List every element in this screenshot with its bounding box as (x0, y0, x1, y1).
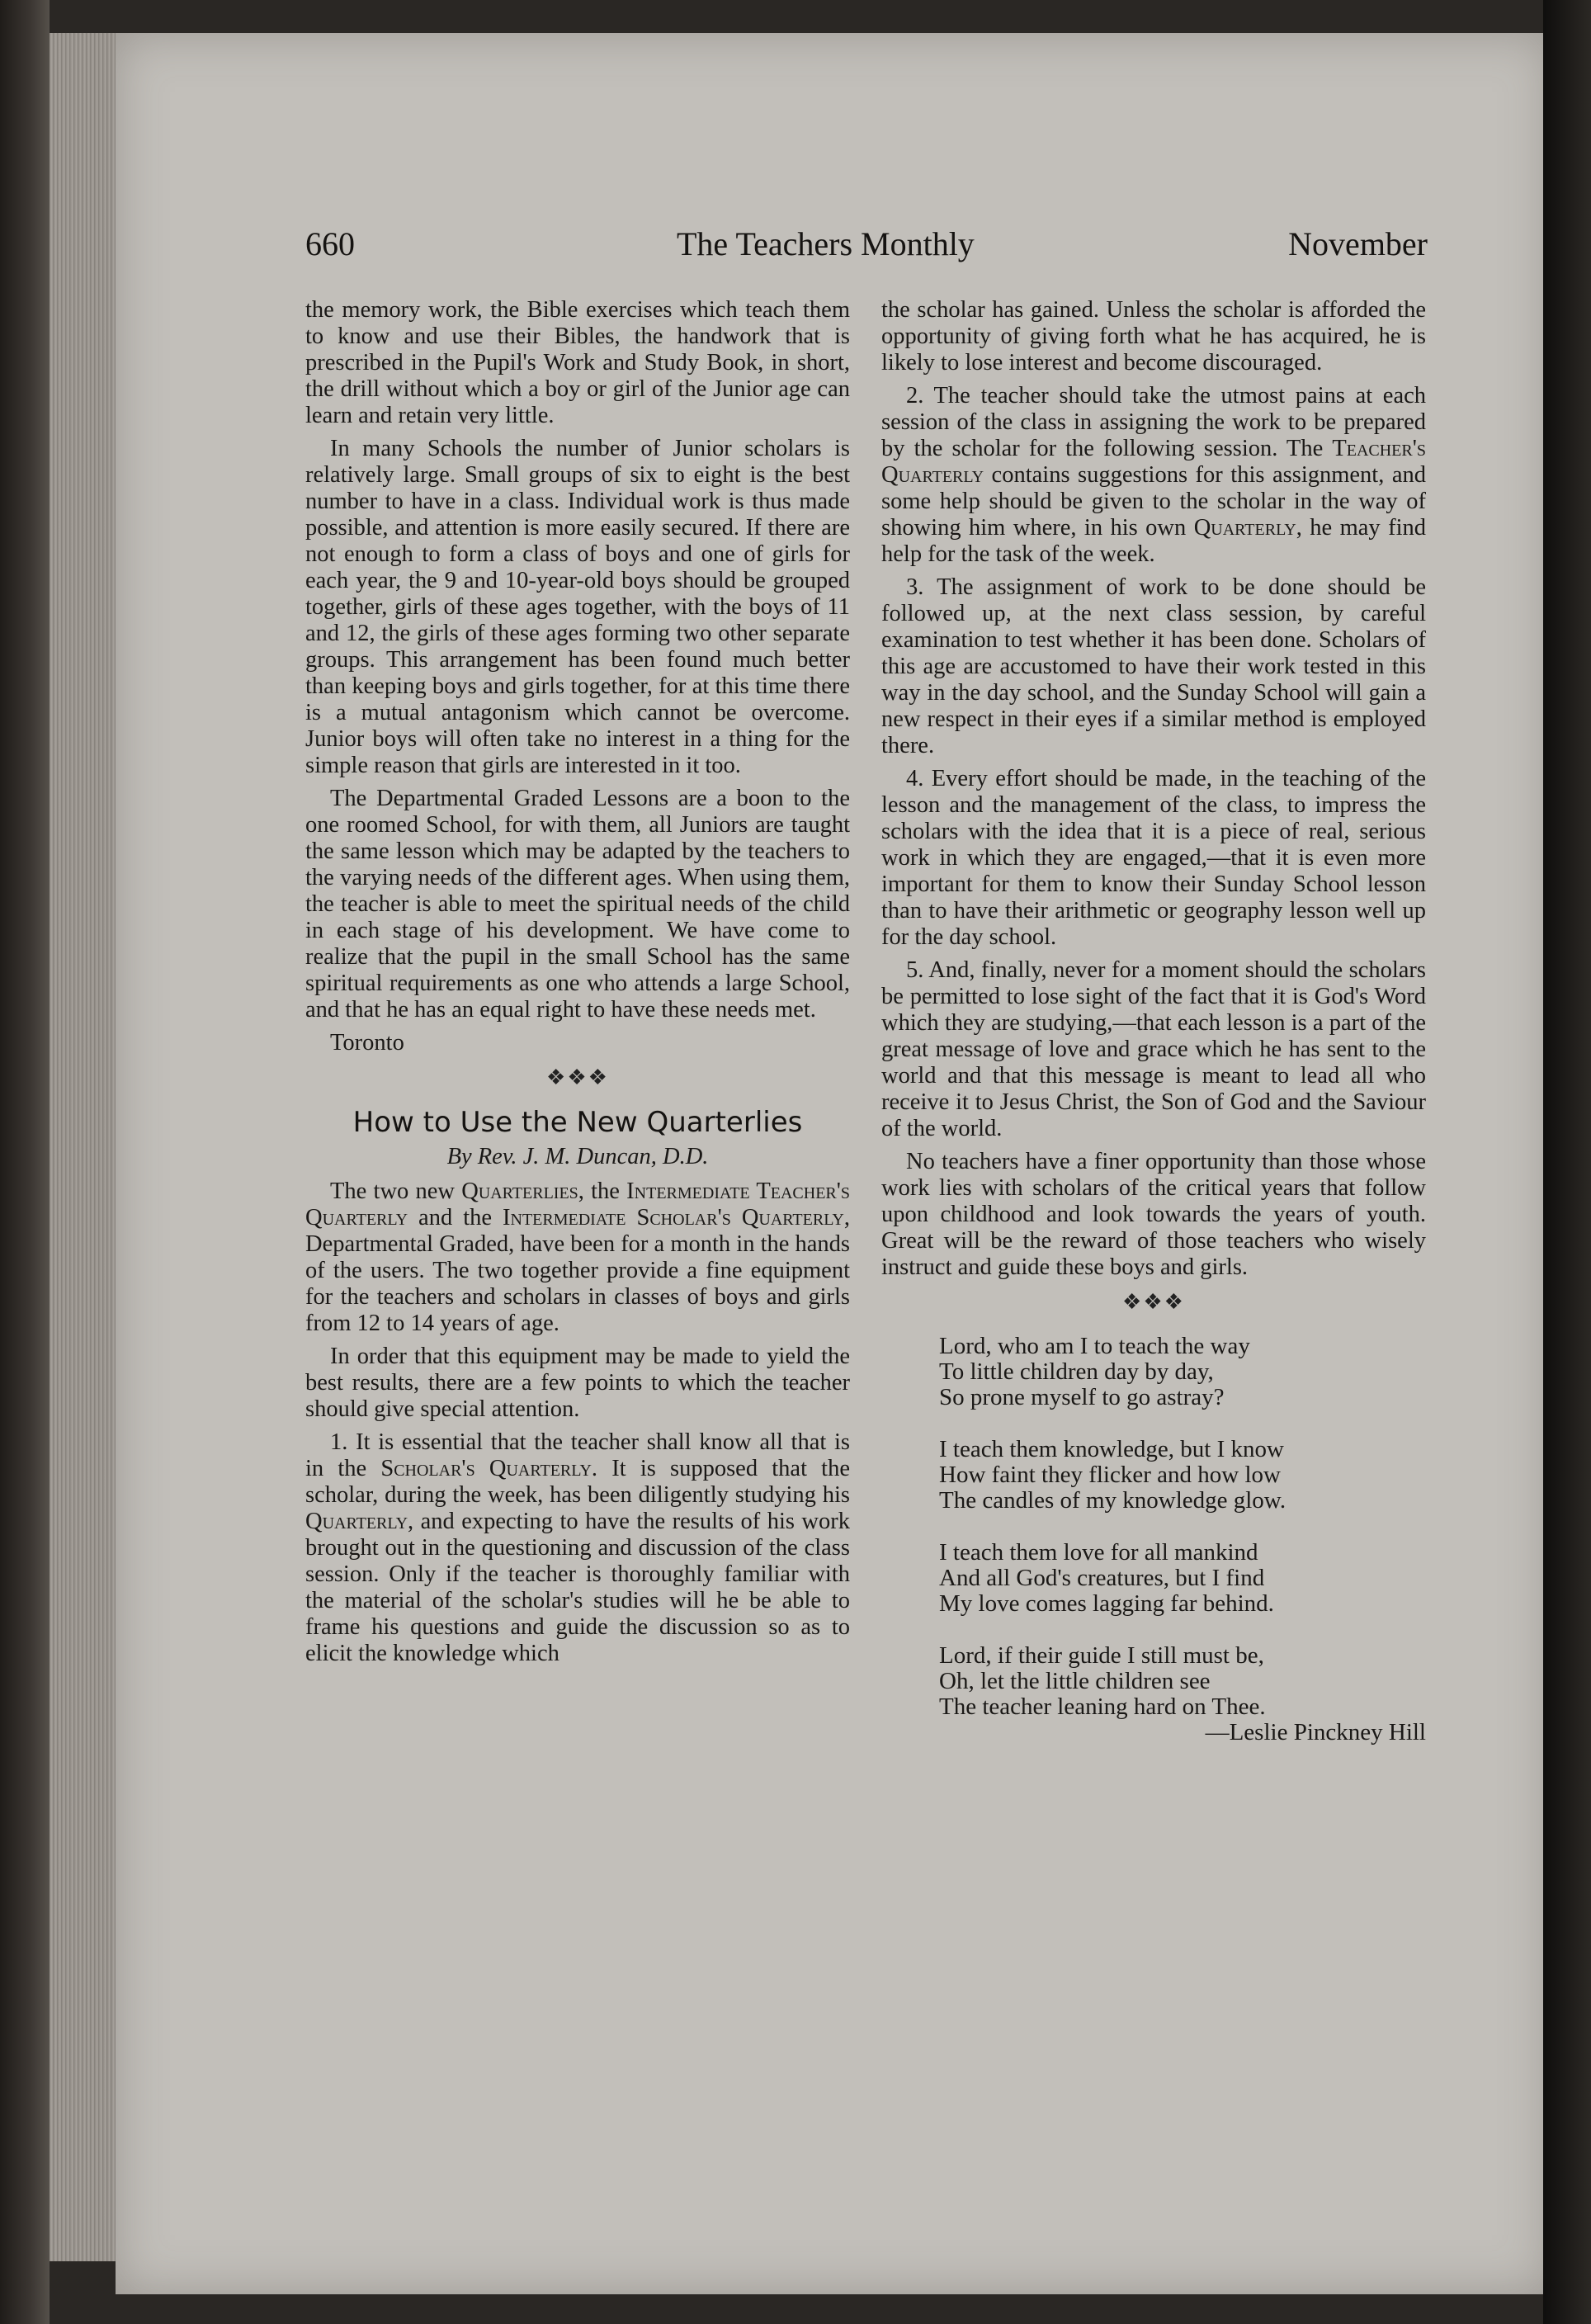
place-signoff: Toronto (330, 1030, 404, 1056)
page-number: 660 (305, 225, 355, 262)
issue-month: November (1288, 225, 1428, 262)
paragraph: 3. The assignment of work to be done should be followed up, at the next class session, by careful examination to test whether it has been done. Scholars of this age are accustomed to have their work tested in this way in the day school, and the Sunday School will gain a new respect in their eyes if a similar method is employed there. (881, 574, 1426, 758)
scan-left-border (0, 0, 50, 2324)
paragraph: the scholar has gained. Unless the scholar is afforded the opportunity of giving forth what he has acquired, he is likely to lose interest and become discouraged. (881, 297, 1426, 376)
journal-title: The Teachers Monthly (677, 225, 975, 262)
paragraph: In many Schools the number of Junior scholars is relatively large. Small groups of six to eight is the best number to have in a class. Individual work is thus made possible, and attention is more easily secured. If there are not enough to form a class of boys and one of girls for each year, the 9 and 10-year-old boys should be grouped together, girls of these ages together, with the boys of 11 and 12, the girls of these ages forming two other separate groups. This arrangement has been found much better than keeping boys and girls together, for at this time there is a mutual antagonism which cannot be overcome. Junior boys will often take no interest in a thing for the simple reason that girls are interested in it too. (305, 436, 850, 778)
paragraph: In order that this equipment may be made to yield the best results, there are a few points to which the teacher should give special attention. (305, 1344, 850, 1422)
poem (881, 1334, 1426, 1745)
poem-stanza: Lord, if their guide I still must be, Oh, let the little children see The teacher leaning hard on Thee. (939, 1642, 1266, 1720)
paragraph: 5. And, finally, never for a moment should the scholars be permitted to lose sight of the fact that it is God's Word which they are studying,—that each lesson is a part of the great message of love and grace which he has sent to the world and that this message is meant to lead all who receive it to Jesus Christ, the Son of God and the Saviour of the world. (881, 957, 1426, 1141)
article-byline: By Rev. J. M. Duncan, D.D. (446, 1144, 709, 1169)
paragraph: 2. The teacher should take the utmost pains at each session of the class in assigning the work to be prepared by the scholar for the following session. The Teacher's Quarterly contains suggestions for this assignment, and some help should be given to the scholar in the way of showing him where, in his own Quarterly, he may find help for the task of the week. (881, 383, 1426, 567)
article-title: How to Use the New Quarterlies (352, 1106, 803, 1139)
poem-stanza: I teach them knowledge, but I know How faint they flicker and how low The candles of my knowledge glow. (939, 1436, 1286, 1514)
paragraph: 4. Every effort should be made, in the teaching of the lesson and the management of the class, to impress the scholars with the idea that it is a piece of real, serious work in which they are engaged,—that it is even more important for them to know their Sunday School lesson than to have their arithmetic or geography lesson well up for the day school. (881, 766, 1426, 950)
paragraph: The Departmental Graded Lessons are a boon to the one roomed School, for with them, all Juniors are taught the same lesson which may be adapted by the teachers to the varying needs of the different ages. When using them, the teacher is able to meet the spiritual needs of the child in each stage of his development. We have come to realize that the pupil in the small School has the same spiritual requirements as one who attends a large School, and that he has an equal right to have these needs met. (305, 786, 850, 1023)
ornament-divider: ❖❖❖ (546, 1065, 609, 1089)
book-page-edges (50, 33, 117, 2261)
paragraph: the memory work, the Bible exercises which teach them to know and use their Bibles, the handwork that is prescribed in the Pupil's Work and Study Book, in short, the drill without which a boy or girl of the Junior age can learn and retain very little. (305, 297, 850, 428)
left-column (305, 297, 850, 1674)
scan-right-border (1543, 0, 1591, 2324)
ornament-divider: ❖❖❖ (1122, 1290, 1185, 1314)
poem-author: —Leslie Pinckney Hill (1205, 1719, 1426, 1745)
running-header (305, 224, 1428, 274)
poem-stanza: Lord, who am I to teach the way To little children day by day, So prone myself to go astray? (939, 1333, 1250, 1410)
poem-stanza: I teach them love for all mankind And all God's creatures, but I find My love comes lagging far behind. (939, 1539, 1274, 1617)
paragraph: 1. It is essential that the teacher shall know all that is in the Scholar's Quarterly. It is supposed that the scholar, during the week, has been diligently studying his Quarterly, and expecting to have the results of his work brought out in the questioning and discussion of the class session. Only if the teacher is thoroughly familiar with the material of the scholar's studies will he be able to frame his questions and guide the discussion so as to elicit the knowledge which (305, 1429, 850, 1666)
right-column (881, 297, 1426, 1745)
paragraph: The two new Quarterlies, the Intermediate Teacher's Quarterly and the Intermediate Scholar's Quarterly, Departmental Graded, have been for a month in the hands of the users. The two together provide a fine equipment for the teachers and scholars in classes of boys and girls from 12 to 14 years of age. (305, 1179, 851, 1336)
paragraph: No teachers have a finer opportunity than those whose work lies with scholars of the critical years that follow upon childhood and look towards the years of youth. Great will be the reward of those teachers who wisely instruct and guide these boys and girls. (881, 1149, 1426, 1280)
